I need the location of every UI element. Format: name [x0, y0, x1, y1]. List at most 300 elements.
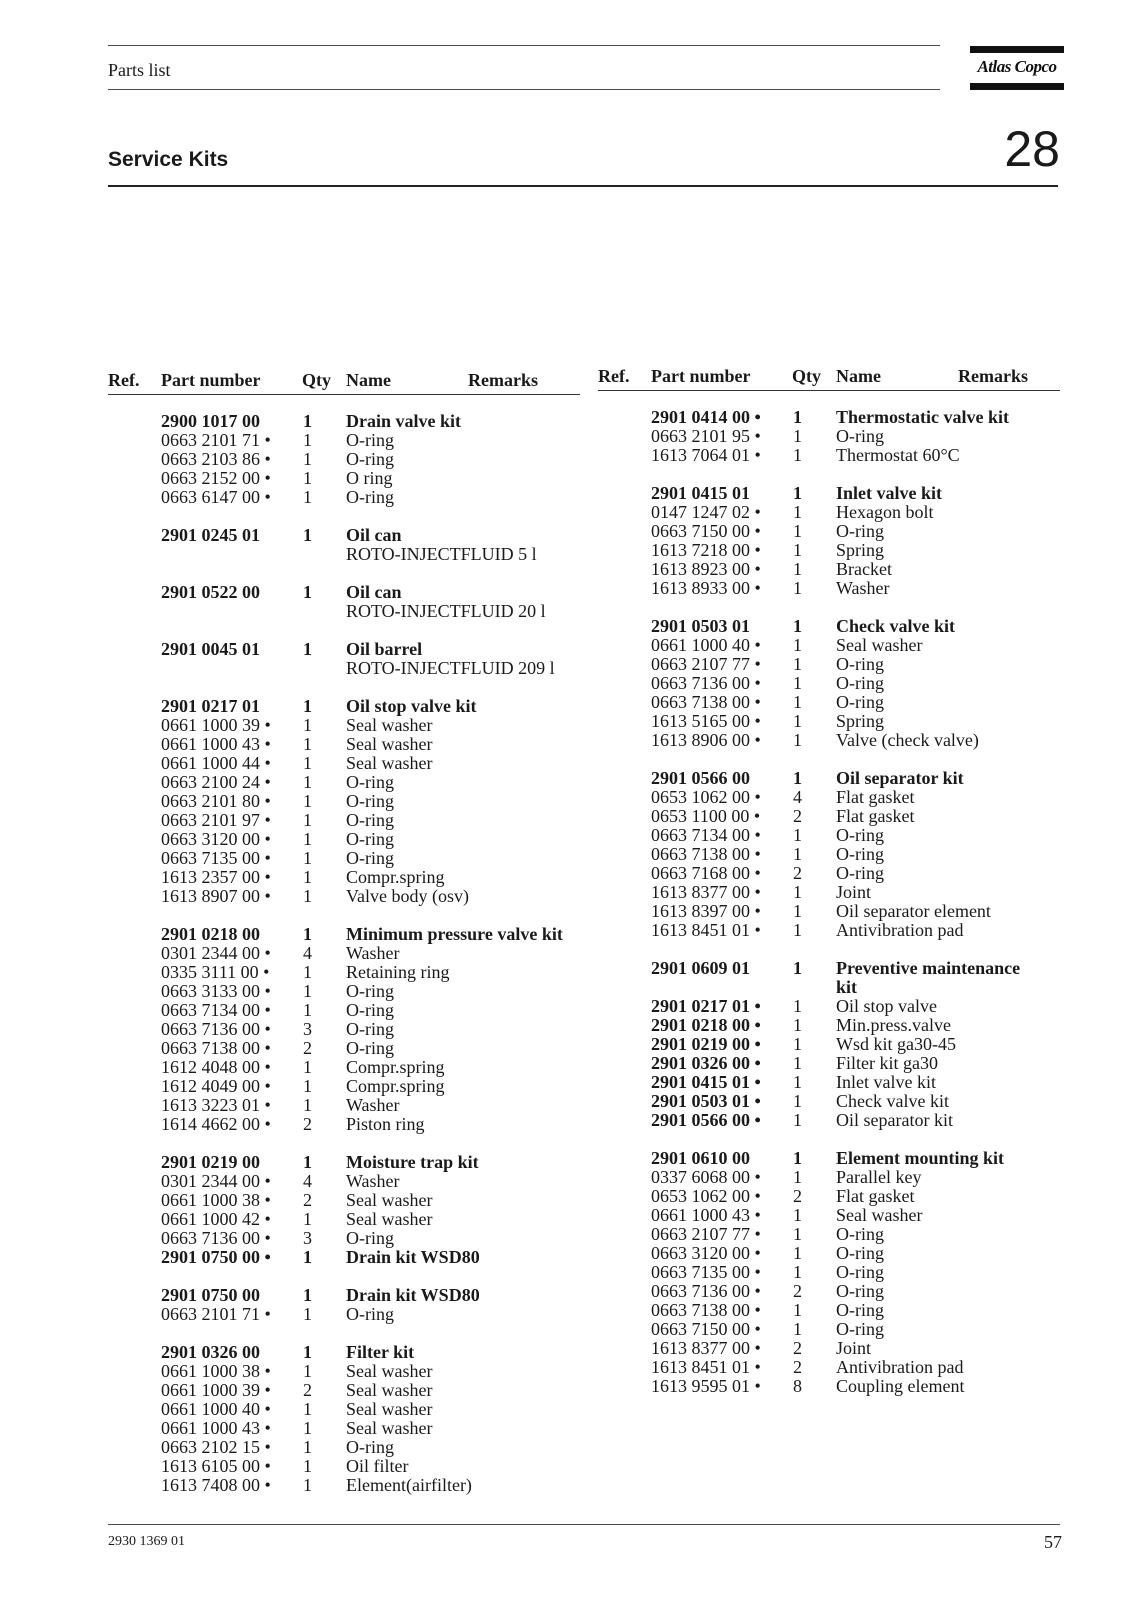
qty-cell: 8	[793, 1376, 802, 1396]
name-cell: Seal washer	[346, 1380, 433, 1400]
table-row	[108, 1381, 580, 1400]
qty-cell: 2	[793, 1186, 802, 1206]
name-cell: Oil stop valve	[836, 996, 937, 1016]
qty-cell: 4	[303, 943, 312, 963]
part-number-cell: 2901 0522 00	[161, 582, 260, 602]
table-row	[108, 431, 580, 450]
row-spacer	[598, 465, 1060, 484]
qty-cell: 1	[793, 1167, 802, 1187]
part-number-cell: 1613 8397 00 •	[651, 901, 761, 921]
part-number-cell: 2901 0045 01	[161, 639, 260, 659]
name-cell: Valve body (osv)	[346, 886, 469, 906]
name-cell: Seal washer	[836, 1205, 923, 1225]
table-header-right	[598, 366, 1060, 391]
qty-cell: 1	[303, 886, 312, 906]
part-number-cell: 0663 2102 15 •	[161, 1437, 271, 1457]
table-body-left	[108, 412, 580, 1495]
table-row	[108, 982, 580, 1001]
name-cell: Oil can	[346, 525, 402, 545]
qty-cell: 1	[303, 487, 312, 507]
row-spacer	[108, 564, 580, 583]
table-row	[598, 845, 1060, 864]
table-row	[598, 1377, 1060, 1396]
table-row	[108, 1191, 580, 1210]
qty-cell: 1	[303, 1361, 312, 1381]
part-number-cell: 0301 2344 00 •	[161, 1171, 271, 1191]
part-number-cell: 2901 0503 01 •	[651, 1091, 761, 1111]
table-row	[598, 1301, 1060, 1320]
kit-header-row	[598, 978, 1060, 997]
name-cell: Retaining ring	[346, 962, 450, 982]
table-row	[598, 1339, 1060, 1358]
part-number-cell: 0663 7138 00 •	[651, 844, 761, 864]
qty-cell: 2	[793, 806, 802, 826]
kit-header-row	[108, 697, 580, 716]
qty-cell: 1	[303, 1399, 312, 1419]
name-cell: Min.press.valve	[836, 1015, 951, 1035]
name-cell: O-ring	[836, 673, 884, 693]
part-number-cell: 0663 7138 00 •	[161, 1038, 271, 1058]
part-number-cell: 0663 7150 00 •	[651, 1319, 761, 1339]
table-row	[598, 655, 1060, 674]
kit-header-row	[108, 526, 580, 545]
part-number-cell: 0663 2101 97 •	[161, 810, 271, 830]
name-cell: Flat gasket	[836, 806, 915, 826]
table-row	[108, 1229, 580, 1248]
row-spacer	[598, 598, 1060, 617]
row-spacer	[108, 906, 580, 925]
part-number-cell: 0663 2101 95 •	[651, 426, 761, 446]
qty-cell: 1	[303, 411, 312, 431]
part-number-cell: 2901 0750 00	[161, 1285, 260, 1305]
qty-cell: 1	[793, 920, 802, 940]
part-number-cell: 0663 7138 00 •	[651, 1300, 761, 1320]
qty-cell: 1	[303, 1304, 312, 1324]
row-spacer	[108, 1267, 580, 1286]
part-number-cell: 0661 1000 38 •	[161, 1190, 271, 1210]
qty-cell: 1	[303, 1000, 312, 1020]
qty-cell: 1	[303, 867, 312, 887]
table-row	[108, 773, 580, 792]
row-spacer	[108, 621, 580, 640]
table-row	[108, 830, 580, 849]
part-number-cell: 0301 2344 00 •	[161, 943, 271, 963]
row-spacer	[598, 940, 1060, 959]
kit-header-row	[108, 1153, 580, 1172]
table-row	[108, 1400, 580, 1419]
table-row	[108, 1058, 580, 1077]
qty-cell: 1	[303, 525, 312, 545]
part-number-cell: 0661 1000 38 •	[161, 1361, 271, 1381]
logo-bar-bottom	[970, 83, 1064, 90]
row-spacer	[598, 1130, 1060, 1149]
kit-header-row	[108, 640, 580, 659]
name-cell: O-ring	[346, 487, 394, 507]
name-cell: O-ring	[346, 430, 394, 450]
name-cell: Oil filter	[346, 1456, 409, 1476]
kit-header-row	[598, 408, 1060, 427]
name-cell: Seal washer	[346, 1361, 433, 1381]
part-number-cell: 2901 0609 01	[651, 958, 750, 978]
table-row	[108, 944, 580, 963]
part-number-cell: 1613 8377 00 •	[651, 1338, 761, 1358]
table-row	[598, 921, 1060, 940]
name-cell: Element(airfilter)	[346, 1475, 472, 1495]
qty-cell: 1	[793, 958, 802, 978]
row-spacer	[108, 678, 580, 697]
table-row	[598, 1358, 1060, 1377]
header-part-number: Part number	[161, 370, 261, 390]
table-row	[598, 1035, 1060, 1054]
name-cell: ROTO-INJECTFLUID 5 l	[346, 544, 537, 564]
part-number-cell: 0661 1000 39 •	[161, 1380, 271, 1400]
header-remarks: Remarks	[468, 370, 538, 390]
qty-cell: 1	[793, 483, 802, 503]
part-number-cell: 2901 0415 01	[651, 483, 750, 503]
name-cell: O-ring	[346, 1304, 394, 1324]
table-row	[598, 1320, 1060, 1339]
qty-cell: 1	[793, 1319, 802, 1339]
qty-cell: 1	[303, 1152, 312, 1172]
table-row	[598, 807, 1060, 826]
part-number-cell: 1613 8451 01 •	[651, 920, 761, 940]
table-row	[108, 1305, 580, 1324]
name-cell: Compr.spring	[346, 1057, 445, 1077]
table-row	[598, 1054, 1060, 1073]
qty-cell: 1	[303, 449, 312, 469]
name-cell: Compr.spring	[346, 867, 445, 887]
part-number-cell: 0663 7136 00 •	[651, 1281, 761, 1301]
part-number-cell: 0663 2103 86 •	[161, 449, 271, 469]
name-cell: Oil separator kit	[836, 768, 964, 788]
part-number-cell: 2901 0503 01	[651, 616, 750, 636]
part-number-cell: 0337 6068 00 •	[651, 1167, 761, 1187]
name-cell: O-ring	[836, 654, 884, 674]
part-number-cell: 0663 3133 00 •	[161, 981, 271, 1001]
part-number-cell: 0661 1000 39 •	[161, 715, 271, 735]
part-number-cell: 0335 3111 00 •	[161, 962, 270, 982]
table-row	[598, 1187, 1060, 1206]
qty-cell: 2	[793, 1281, 802, 1301]
table-row	[598, 788, 1060, 807]
part-number-cell: 0663 7138 00 •	[651, 692, 761, 712]
table-row	[598, 1263, 1060, 1282]
part-number-cell: 0663 7135 00 •	[651, 1262, 761, 1282]
name-cell: O-ring	[836, 692, 884, 712]
kit-header-row	[108, 412, 580, 431]
qty-cell: 1	[793, 407, 802, 427]
qty-cell: 1	[793, 1300, 802, 1320]
qty-cell: 1	[793, 730, 802, 750]
part-number-cell: 0653 1062 00 •	[651, 787, 761, 807]
qty-cell: 1	[793, 559, 802, 579]
qty-cell: 1	[793, 1110, 802, 1130]
qty-cell: 1	[793, 1053, 802, 1073]
kit-header-row	[598, 617, 1060, 636]
qty-cell: 1	[793, 426, 802, 446]
part-number-cell: 2901 0326 00 •	[651, 1053, 761, 1073]
table-row	[108, 1476, 580, 1495]
footer-doc-code: 2930 1369 01	[108, 1534, 185, 1549]
part-number-cell: 0663 7150 00 •	[651, 521, 761, 541]
table-row	[108, 1020, 580, 1039]
part-number-cell: 1613 7408 00 •	[161, 1475, 271, 1495]
qty-cell: 1	[303, 1247, 312, 1267]
name-cell: Thermostatic valve kit	[836, 407, 1009, 427]
name-cell: Filter kit	[346, 1342, 415, 1362]
section-rule	[108, 185, 1058, 187]
name-cell: O-ring	[836, 844, 884, 864]
name-cell: O-ring	[346, 772, 394, 792]
part-number-cell: 1613 6105 00 •	[161, 1456, 271, 1476]
table-row	[108, 1039, 580, 1058]
name-cell: Oil stop valve kit	[346, 696, 477, 716]
part-number-cell: 0663 7134 00 •	[651, 825, 761, 845]
name-cell: Wsd kit ga30-45	[836, 1034, 956, 1054]
name-cell: O-ring	[346, 1437, 394, 1457]
header-qty: Qty	[792, 366, 821, 386]
header-part-number: Part number	[651, 366, 751, 386]
header-qty: Qty	[302, 370, 331, 390]
part-number-cell: 1613 2357 00 •	[161, 867, 271, 887]
table-row	[108, 1457, 580, 1476]
name-cell: Seal washer	[346, 1190, 433, 1210]
part-number-cell: 1613 7218 00 •	[651, 540, 761, 560]
qty-cell: 1	[303, 1095, 312, 1115]
qty-cell: 1	[303, 1418, 312, 1438]
qty-cell: 1	[793, 1072, 802, 1092]
part-number-cell: 2901 0218 00 •	[651, 1015, 761, 1035]
name-cell: O-ring	[346, 1228, 394, 1248]
part-number-cell: 0663 6147 00 •	[161, 487, 271, 507]
name-cell: Thermostat 60°C	[836, 445, 960, 465]
qty-cell: 1	[303, 1209, 312, 1229]
table-row	[598, 579, 1060, 598]
name-cell: Check valve kit	[836, 1091, 949, 1111]
name-cell: Washer	[346, 1171, 400, 1191]
table-row	[108, 792, 580, 811]
table-row	[598, 1168, 1060, 1187]
table-row	[598, 446, 1060, 465]
qty-cell: 1	[793, 768, 802, 788]
qty-cell: 1	[303, 791, 312, 811]
name-cell: O-ring	[346, 981, 394, 1001]
name-cell: O-ring	[836, 1262, 884, 1282]
table-row	[108, 488, 580, 507]
name-cell: Flat gasket	[836, 787, 915, 807]
part-number-cell: 0661 1000 40 •	[651, 635, 761, 655]
name-cell: O-ring	[346, 1019, 394, 1039]
qty-cell: 1	[793, 540, 802, 560]
name-cell: Spring	[836, 540, 885, 560]
kit-header-row	[108, 1343, 580, 1362]
name-cell: O ring	[346, 468, 393, 488]
part-number-cell: 0663 3120 00 •	[161, 829, 271, 849]
qty-cell: 1	[793, 635, 802, 655]
qty-cell: 1	[793, 844, 802, 864]
name-cell: Seal washer	[836, 635, 923, 655]
qty-cell: 1	[793, 1262, 802, 1282]
part-number-cell: 1613 8377 00 •	[651, 882, 761, 902]
part-number-cell: 0663 7134 00 •	[161, 1000, 271, 1020]
part-number-cell: 0653 1062 00 •	[651, 1186, 761, 1206]
qty-cell: 1	[793, 578, 802, 598]
part-number-cell: 2901 0566 00 •	[651, 1110, 761, 1130]
logo-bar-top	[970, 46, 1064, 53]
table-row	[598, 1073, 1060, 1092]
qty-cell: 1	[303, 1475, 312, 1495]
part-number-cell: 0661 1000 43 •	[651, 1205, 761, 1225]
table-row	[108, 1172, 580, 1191]
part-number-cell: 2901 0415 01 •	[651, 1072, 761, 1092]
table-row	[108, 545, 580, 564]
table-row	[108, 1001, 580, 1020]
name-cell: Seal washer	[346, 753, 433, 773]
table-row	[108, 1115, 580, 1134]
kit-header-row	[598, 959, 1060, 978]
table-row	[108, 1362, 580, 1381]
kit-header-row	[108, 1286, 580, 1305]
qty-cell: 1	[793, 882, 802, 902]
row-spacer	[108, 507, 580, 526]
part-number-cell: 0663 7136 00 •	[651, 673, 761, 693]
name-cell: O-ring	[346, 449, 394, 469]
section-title: Service Kits	[108, 148, 229, 171]
part-number-cell: 0663 7136 00 •	[161, 1228, 271, 1248]
qty-cell: 3	[303, 1019, 312, 1039]
part-number-cell: 0147 1247 02 •	[651, 502, 761, 522]
qty-cell: 1	[793, 616, 802, 636]
header-rule-bottom	[108, 89, 940, 90]
name-cell: kit	[836, 977, 858, 997]
qty-cell: 1	[303, 430, 312, 450]
name-cell: Washer	[836, 578, 890, 598]
table-row	[598, 522, 1060, 541]
part-number-cell: 1613 8907 00 •	[161, 886, 271, 906]
part-number-cell: 2901 0218 00	[161, 924, 260, 944]
table-row	[598, 560, 1060, 579]
part-number-cell: 0663 7135 00 •	[161, 848, 271, 868]
name-cell: O-ring	[836, 863, 884, 883]
qty-cell: 1	[303, 639, 312, 659]
table-body-right	[598, 408, 1060, 1396]
table-row	[598, 693, 1060, 712]
name-cell: O-ring	[346, 829, 394, 849]
part-number-cell: 1613 8451 01 •	[651, 1357, 761, 1377]
name-cell: Check valve kit	[836, 616, 955, 636]
part-number-cell: 0663 2152 00 •	[161, 468, 271, 488]
part-number-cell: 1613 8906 00 •	[651, 730, 761, 750]
name-cell: Inlet valve kit	[836, 1072, 936, 1092]
part-number-cell: 2901 0245 01	[161, 525, 260, 545]
table-row	[598, 1092, 1060, 1111]
row-spacer	[108, 1324, 580, 1343]
part-number-cell: 0663 3120 00 •	[651, 1243, 761, 1263]
name-cell: Parallel key	[836, 1167, 922, 1187]
name-cell: Coupling element	[836, 1376, 965, 1396]
name-cell: Filter kit ga30	[836, 1053, 938, 1073]
name-cell: Oil barrel	[346, 639, 423, 659]
kit-header-row	[108, 583, 580, 602]
table-row	[108, 887, 580, 906]
part-number-cell: 0653 1100 00 •	[651, 806, 761, 826]
name-cell: O-ring	[836, 825, 884, 845]
qty-cell: 4	[303, 1171, 312, 1191]
table-row	[598, 1244, 1060, 1263]
part-number-cell: 0663 2101 80 •	[161, 791, 271, 811]
name-cell: Minimum pressure valve kit	[346, 924, 563, 944]
name-cell: Compr.spring	[346, 1076, 445, 1096]
qty-cell: 1	[303, 734, 312, 754]
table-row	[108, 1210, 580, 1229]
part-number-cell: 0663 2101 71 •	[161, 1304, 271, 1324]
header-name: Name	[836, 366, 881, 386]
name-cell: Element mounting kit	[836, 1148, 1005, 1168]
name-cell: O-ring	[836, 521, 884, 541]
name-cell: Bracket	[836, 559, 892, 579]
part-number-cell: 0663 7168 00 •	[651, 863, 761, 883]
footer-rule	[108, 1524, 1060, 1525]
part-number-cell: 0663 2101 71 •	[161, 430, 271, 450]
parts-table-left	[108, 370, 580, 1495]
part-number-cell: 2901 0217 01	[161, 696, 260, 716]
part-number-cell: 1613 8933 00 •	[651, 578, 761, 598]
table-row	[598, 902, 1060, 921]
qty-cell: 1	[793, 654, 802, 674]
qty-cell: 1	[793, 996, 802, 1016]
qty-cell: 1	[303, 1456, 312, 1476]
qty-cell: 1	[303, 715, 312, 735]
name-cell: ROTO-INJECTFLUID 20 l	[346, 601, 546, 621]
part-number-cell: 2901 0326 00	[161, 1342, 260, 1362]
table-row	[108, 469, 580, 488]
part-number-cell: 1613 8923 00 •	[651, 559, 761, 579]
part-number-cell: 2901 0217 01 •	[651, 996, 761, 1016]
table-row	[598, 1016, 1060, 1035]
part-number-cell: 2901 0219 00 •	[651, 1034, 761, 1054]
part-number-cell: 0661 1000 43 •	[161, 734, 271, 754]
table-row	[598, 636, 1060, 655]
qty-cell: 3	[303, 1228, 312, 1248]
name-cell: Washer	[346, 943, 400, 963]
qty-cell: 1	[793, 1224, 802, 1244]
table-row	[598, 1225, 1060, 1244]
qty-cell: 1	[303, 1437, 312, 1457]
table-row	[108, 811, 580, 830]
table-header-left	[108, 370, 580, 395]
qty-cell: 2	[793, 1338, 802, 1358]
row-spacer	[108, 1134, 580, 1153]
table-row	[108, 1077, 580, 1096]
qty-cell: 2	[793, 1357, 802, 1377]
qty-cell: 1	[303, 1076, 312, 1096]
qty-cell: 2	[303, 1114, 312, 1134]
table-row	[598, 674, 1060, 693]
name-cell: Seal washer	[346, 1209, 433, 1229]
name-cell: Joint	[836, 882, 872, 902]
qty-cell: 2	[303, 1190, 312, 1210]
qty-cell: 1	[303, 829, 312, 849]
table-row	[108, 450, 580, 469]
qty-cell: 1	[303, 924, 312, 944]
name-cell: O-ring	[836, 1243, 884, 1263]
qty-cell: 1	[793, 673, 802, 693]
name-cell: Spring	[836, 711, 885, 731]
name-cell: Seal washer	[346, 1399, 433, 1419]
part-number-cell: 0663 2107 77 •	[651, 1224, 761, 1244]
name-cell: Oil separator kit	[836, 1110, 953, 1130]
table-row	[108, 1096, 580, 1115]
